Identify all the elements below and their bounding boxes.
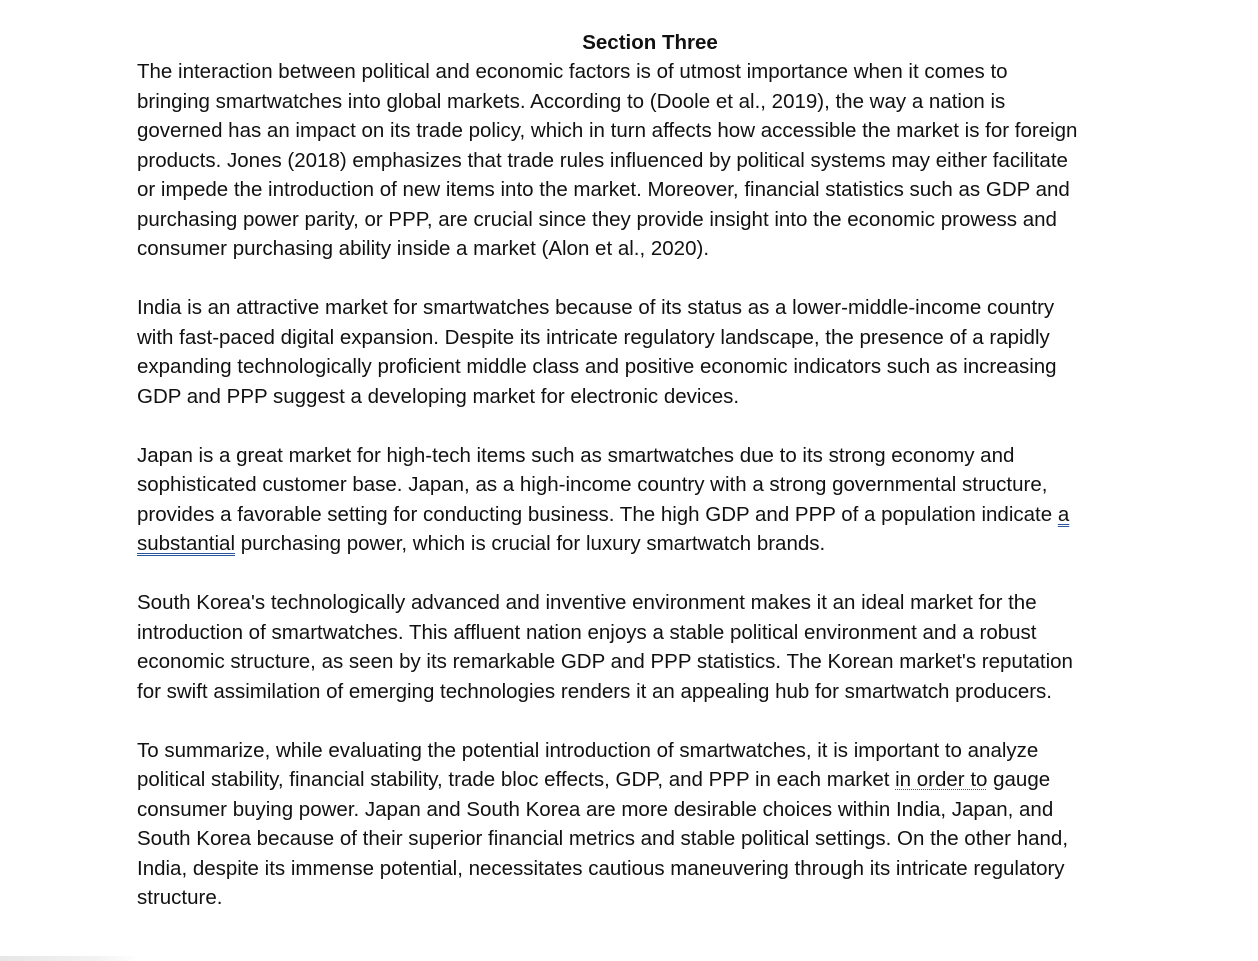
text-line: economic structure, as seen by its remarkable GDP and PPP statistics. The Korean market's reputation <box>137 650 1073 673</box>
text-line: governed has an impact on its trade policy, which in turn affects how accessible the market is for foreign <box>137 119 1078 142</box>
paragraph-summary <box>137 736 1167 913</box>
text-line: consumer purchasing ability inside a market (Alon et al., 2020). <box>137 237 710 260</box>
text-line: expanding technologically proficient middle class and positive economic indicators such as increasing <box>137 355 1057 378</box>
text-segment: provides a favorable setting for conducting business. The high GDP and PPP of a population indicate <box>137 502 1058 526</box>
section-heading: Section Three <box>582 31 718 54</box>
text-segment: political stability, financial stability, trade bloc effects, GDP, and PPP in each market <box>137 768 896 791</box>
document-body[interactable] <box>137 57 1167 942</box>
paragraph-india <box>137 293 1167 411</box>
text-line: consumer buying power. Japan and South Korea are more desirable choices within India, Japan, and <box>137 797 1054 821</box>
text-line <box>137 765 1167 795</box>
text-line: GDP and PPP suggest a developing market for electronic devices. <box>137 384 740 408</box>
paragraph-japan <box>137 441 1167 559</box>
text-line <box>137 529 1167 559</box>
text-line: structure. <box>137 886 223 909</box>
text-line: India, despite its immense potential, necessitates cautious maneuvering through its intricate regulatory <box>137 856 1065 880</box>
text-segment: gauge <box>987 768 1051 791</box>
text-segment: purchasing power, which is crucial for luxury smartwatch brands. <box>235 532 826 555</box>
paragraph-south-korea <box>137 588 1167 706</box>
text-line <box>137 500 1167 530</box>
page-edge-shadow <box>0 956 140 961</box>
text-line: products. Jones (2018) emphasizes that trade rules influenced by political systems may either facilitate <box>137 148 1068 172</box>
text-line: South Korea's technologically advanced and inventive environment makes it an ideal market for the <box>137 591 1037 614</box>
text-line: South Korea because of their superior financial metrics and stable political settings. On the other hand, <box>137 827 1069 850</box>
text-line: introduction of smartwatches. This affluent nation enjoys a stable political environment and a robust <box>137 620 1037 644</box>
grammar-suggestion-mark[interactable]: substantial <box>137 532 236 555</box>
text-line: Japan is a great market for high-tech items such as smartwatches due to its strong economy and <box>137 443 1015 467</box>
text-line: or impede the introduction of new items into the market. Moreover, financial statistics such as GDP and <box>137 178 1070 201</box>
text-line: for swift assimilation of emerging technologies renders it an appealing hub for smartwatch producers. <box>137 679 1052 703</box>
text-line: India is an attractive market for smartwatches because of its status as a lower-middle-income country <box>137 296 1055 319</box>
text-line: bringing smartwatches into global markets. According to (Doole et al., 2019), the way a nation is <box>137 89 1006 113</box>
text-line: To summarize, while evaluating the potential introduction of smartwatches, it is important to analyze <box>137 738 1039 762</box>
text-line: with fast-paced digital expansion. Despite its intricate regulatory landscape, the presence of a rapidly <box>137 325 1050 349</box>
paragraph-intro <box>137 57 1167 264</box>
text-line: sophisticated customer base. Japan, as a high-income country with a strong governmental structure, <box>137 473 1048 496</box>
grammar-suggestion-mark[interactable]: a <box>1057 502 1070 526</box>
style-suggestion-mark[interactable]: in order to <box>895 768 988 791</box>
text-line: purchasing power parity, or PPP, are crucial since they provide insight into the economic prowess and <box>137 207 1057 231</box>
text-line: The interaction between political and economic factors is of utmost importance when it comes to <box>137 60 1008 83</box>
